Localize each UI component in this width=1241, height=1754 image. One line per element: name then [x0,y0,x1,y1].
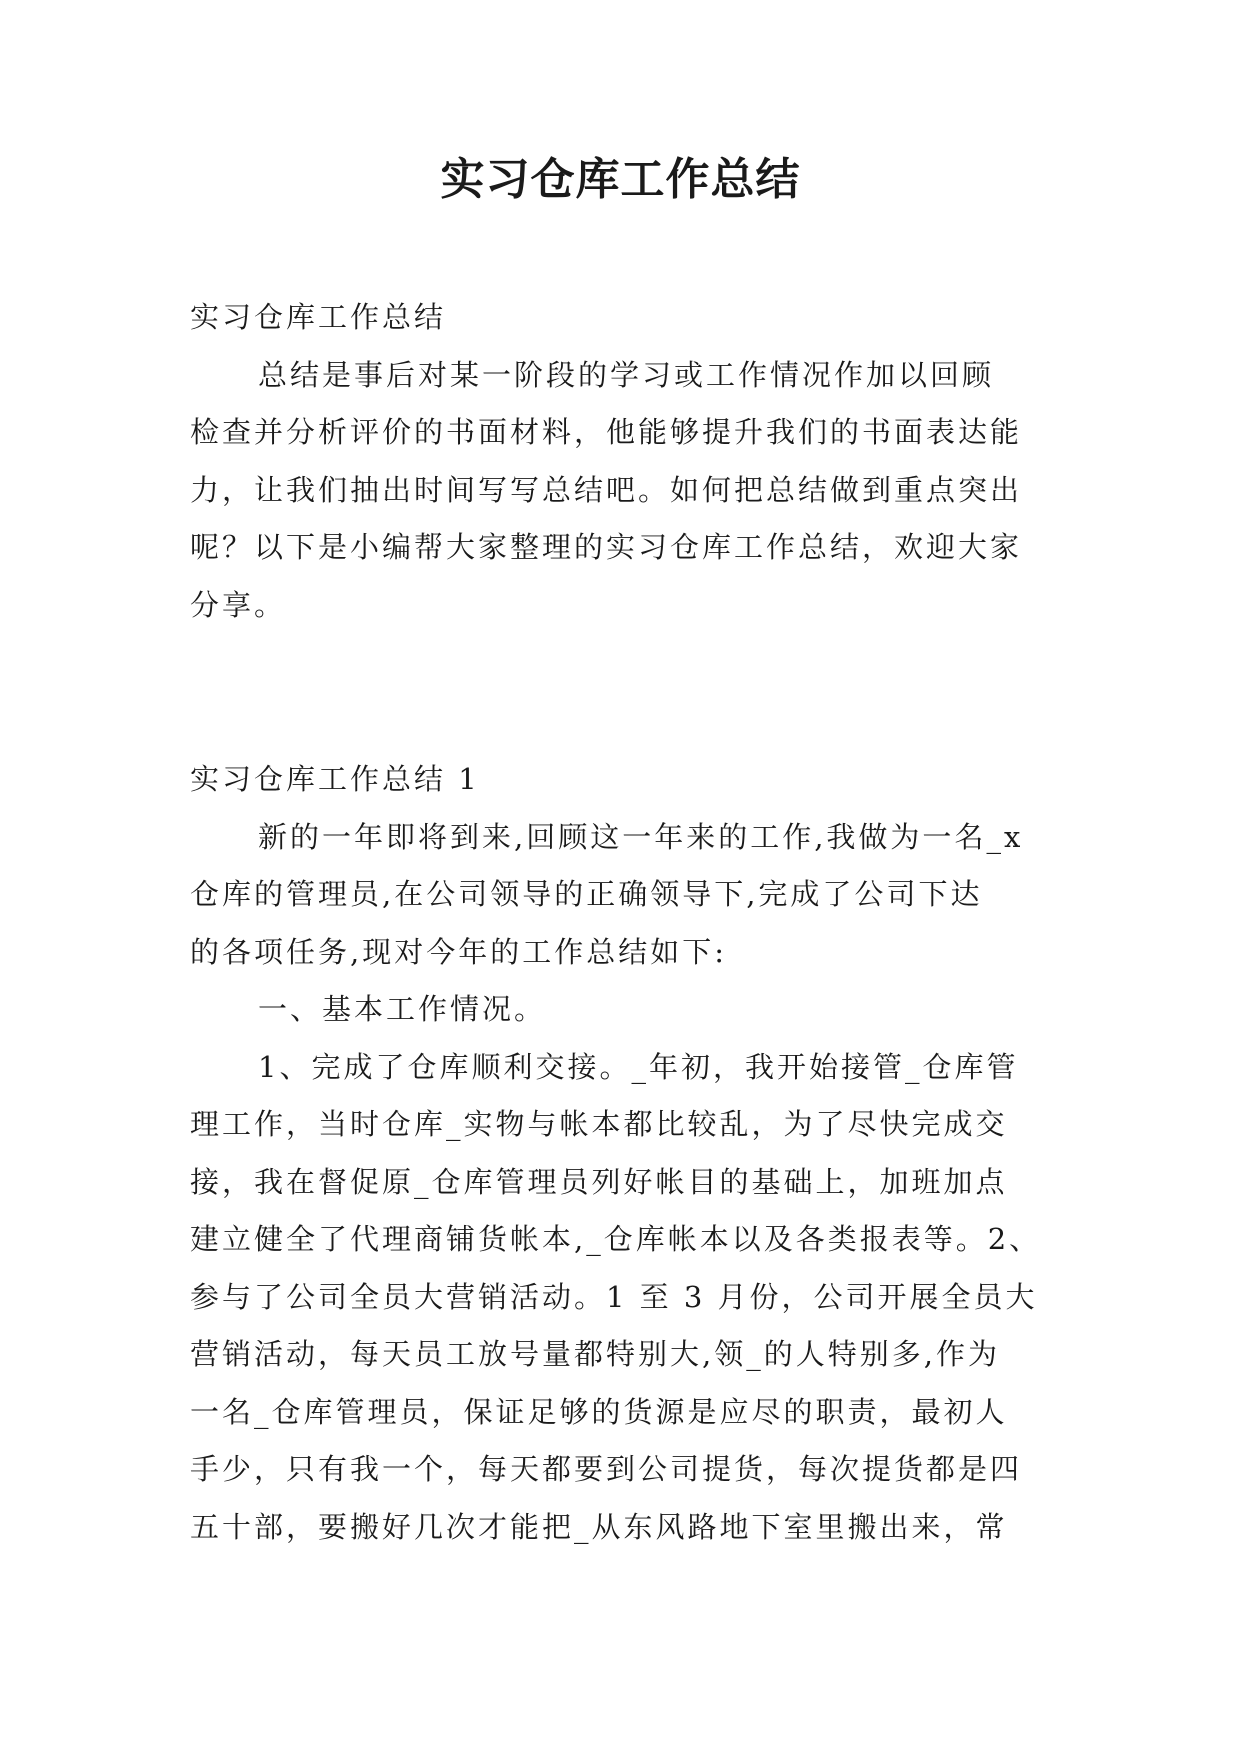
document-title: 实习仓库工作总结 [440,154,801,205]
section-1-subheading: 一、基本工作情况。 [258,992,547,1026]
intro-paragraph-line: 力，让我们抽出时间写写总结吧。如何把总结做到重点突出 [190,472,1023,507]
section-1-paragraph-line: 参与了公司全员大营销活动。1 至 3 月份，公司开展全员大 [190,1279,1038,1314]
section-1 [190,751,1052,1556]
section-1-heading: 实习仓库工作总结 1 [190,762,480,796]
section-1-paragraph-line: 手少，只有我一个，每天都要到公司提货，每次提货都是四 [190,1452,1023,1486]
section-1-paragraph-line: 1、完成了仓库顺利交接。_年初，我开始接管_仓库管 [258,1049,1019,1084]
section-1-paragraph-line: 新的一年即将到来,回顾这一年来的工作,我做为一名_x [258,819,1024,854]
intro-paragraph-line: 呢？以下是小编帮大家整理的实习仓库工作总结，欢迎大家 [190,530,1023,564]
section-1-paragraph-line: 理工作，当时仓库_实物与帐本都比较乱，为了尽快完成交 [190,1107,1008,1141]
section-1-paragraph-line: 五十部，要搬好几次才能把_从东风路地下室里搬出来，常 [190,1509,1008,1544]
section-1-paragraph-line: 营销活动，每天员工放号量都特别大,领_的人特别多,作为 [190,1337,1000,1371]
intro-paragraph-line: 总结是事后对某一阶段的学习或工作情况作加以回顾 [258,357,995,392]
section-1-paragraph-line: 仓库的管理员,在公司领导的正确领导下,完成了公司下达 [190,877,983,911]
section-1-paragraph-line: 建立健全了代理商铺货帐本,_仓库帐本以及各类报表等。2、 [190,1222,1042,1256]
section-1-paragraph-line: 一名_仓库管理员，保证足够的货源是应尽的职责，最初人 [190,1394,1008,1429]
intro-section [190,289,1052,634]
intro-paragraph-line: 检查并分析评价的书面材料，他能够提升我们的书面表达能 [190,415,1023,449]
intro-paragraph-line: 分享。 [190,587,287,622]
intro-heading: 实习仓库工作总结 [190,300,447,334]
section-1-paragraph-line: 的各项任务,现对今年的工作总结如下: [190,934,727,969]
section-1-paragraph-line: 接，我在督促原_仓库管理员列好帐目的基础上，加班加点 [190,1164,1008,1199]
